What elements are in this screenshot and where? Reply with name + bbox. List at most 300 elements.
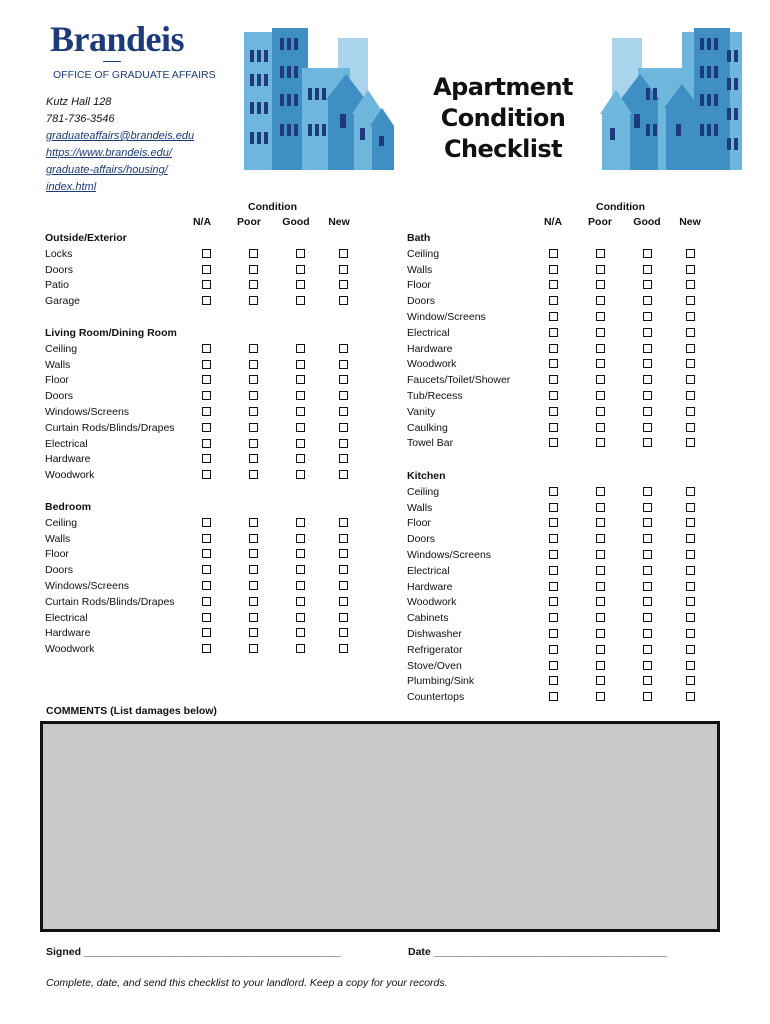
checkbox-good[interactable] [643, 312, 652, 321]
checkbox-poor[interactable] [596, 613, 605, 622]
checkbox-good[interactable] [643, 280, 652, 289]
checklist-row [45, 642, 365, 658]
checkbox-poor[interactable] [249, 549, 258, 558]
checkbox-poor[interactable] [596, 423, 605, 432]
col-na-left: N/A [192, 216, 212, 228]
checkbox-na[interactable] [202, 407, 211, 416]
checkbox-poor[interactable] [596, 661, 605, 670]
item-label: Caulking [407, 421, 448, 434]
checklist-row [45, 547, 365, 563]
checkbox-new[interactable] [686, 534, 695, 543]
checkbox-poor[interactable] [249, 391, 258, 400]
item-label: Windows/Screens [45, 405, 130, 418]
checkbox-new[interactable] [339, 565, 348, 574]
checkbox-na[interactable] [202, 423, 211, 432]
section-title: Bedroom [45, 501, 92, 513]
checkbox-new[interactable] [686, 518, 695, 527]
checkbox-na[interactable] [549, 438, 558, 447]
checkbox-poor[interactable] [596, 280, 605, 289]
checkbox-na[interactable] [202, 613, 211, 622]
checkbox-new[interactable] [339, 644, 348, 653]
checklist-row [407, 326, 727, 342]
checkbox-na[interactable] [202, 439, 211, 448]
item-label: Walls [45, 358, 71, 371]
checkbox-na[interactable] [202, 454, 211, 463]
checkbox-new[interactable] [339, 375, 348, 384]
item-label: Towel Bar [407, 437, 454, 450]
item-label: Electrical [45, 437, 88, 450]
checkbox-na[interactable] [202, 375, 211, 384]
checkbox-new[interactable] [339, 423, 348, 432]
item-label: Walls [407, 263, 433, 276]
checkbox-na[interactable] [549, 423, 558, 432]
checklist-row [45, 437, 365, 453]
checkbox-na[interactable] [549, 613, 558, 622]
item-label: Electrical [45, 611, 88, 624]
item-label: Ceiling [407, 247, 440, 260]
checkbox-poor[interactable] [249, 375, 258, 384]
office-name: OFFICE OF GRADUATE AFFAIRS [53, 69, 216, 81]
checkbox-new[interactable] [686, 503, 695, 512]
item-label: Hardware [45, 453, 91, 466]
checkbox-new[interactable] [686, 550, 695, 559]
checkbox-poor[interactable] [596, 582, 605, 591]
checklist-row [407, 532, 727, 548]
checkbox-new[interactable] [686, 676, 695, 685]
item-label: Floor [407, 517, 431, 530]
item-list [45, 342, 365, 484]
checkbox-new[interactable] [686, 312, 695, 321]
checklist-row [45, 452, 365, 468]
checkbox-poor[interactable] [249, 360, 258, 369]
checkbox-na[interactable] [549, 312, 558, 321]
item-label: Walls [45, 532, 71, 545]
checkbox-good[interactable] [643, 566, 652, 575]
checkbox-good[interactable] [643, 407, 652, 416]
checkbox-poor[interactable] [596, 249, 605, 258]
checkbox-new[interactable] [686, 280, 695, 289]
item-label: Floor [45, 548, 69, 561]
checklist-row [407, 485, 727, 501]
checkbox-na[interactable] [549, 249, 558, 258]
checkbox-good[interactable] [296, 565, 305, 574]
checklist-row [45, 278, 365, 294]
checkbox-poor[interactable] [596, 391, 605, 400]
checklist-row [407, 389, 727, 405]
comments-label: COMMENTS (List damages below) [46, 705, 217, 717]
checkbox-na[interactable] [202, 265, 211, 274]
checkbox-good[interactable] [296, 613, 305, 622]
checkbox-poor[interactable] [596, 503, 605, 512]
checkbox-na[interactable] [549, 280, 558, 289]
checkbox-na[interactable] [549, 582, 558, 591]
section-title: Bath [407, 232, 431, 244]
item-label: Doors [407, 533, 436, 546]
section-kitchen [407, 469, 727, 706]
checkbox-poor[interactable] [596, 296, 605, 305]
checkbox-good[interactable] [296, 407, 305, 416]
item-label: Dishwasher [407, 627, 462, 640]
checklist-row [45, 342, 365, 358]
section-bedroom [45, 500, 365, 658]
checkbox-new[interactable] [339, 265, 348, 274]
checkbox-na[interactable] [202, 581, 211, 590]
checkbox-poor[interactable] [249, 265, 258, 274]
checkbox-na[interactable] [202, 549, 211, 558]
checkbox-good[interactable] [296, 628, 305, 637]
checkbox-new[interactable] [686, 375, 695, 384]
item-label: Ceiling [45, 342, 78, 355]
checkbox-poor[interactable] [249, 565, 258, 574]
checkbox-new[interactable] [339, 613, 348, 622]
url-line-2[interactable]: graduate-affairs/housing/ [46, 164, 168, 176]
item-label: Tub/Recess [407, 389, 463, 402]
col-poor-left: Poor [237, 216, 261, 228]
logo-divider [103, 61, 121, 62]
checkbox-poor[interactable] [249, 249, 258, 258]
checkbox-new[interactable] [686, 597, 695, 606]
checkbox-na[interactable] [202, 597, 211, 606]
checkbox-new[interactable] [339, 344, 348, 353]
checkbox-good[interactable] [643, 534, 652, 543]
checklist-row [407, 357, 727, 373]
checkbox-poor[interactable] [596, 328, 605, 337]
checkbox-na[interactable] [202, 391, 211, 400]
checkbox-new[interactable] [339, 518, 348, 527]
checklist-row [407, 436, 727, 452]
condition-header-right: Condition [596, 201, 645, 213]
checkbox-new[interactable] [686, 296, 695, 305]
checkbox-good[interactable] [643, 613, 652, 622]
checkbox-na[interactable] [202, 249, 211, 258]
checkbox-good[interactable] [643, 503, 652, 512]
checkbox-good[interactable] [296, 280, 305, 289]
checkbox-poor[interactable] [249, 280, 258, 289]
checkbox-poor[interactable] [249, 344, 258, 353]
checkbox-na[interactable] [549, 359, 558, 368]
checkbox-good[interactable] [643, 344, 652, 353]
checkbox-na[interactable] [549, 534, 558, 543]
checklist-row [45, 373, 365, 389]
checkbox-new[interactable] [686, 645, 695, 654]
checkbox-na[interactable] [549, 375, 558, 384]
checkbox-na[interactable] [202, 344, 211, 353]
contact-block [46, 94, 194, 196]
checkbox-na[interactable] [202, 360, 211, 369]
col-good-left: Good [282, 216, 310, 228]
checkbox-good[interactable] [643, 375, 652, 384]
checkbox-poor[interactable] [596, 344, 605, 353]
url-line-1[interactable]: https://www.brandeis.edu/ [46, 147, 172, 159]
checkbox-good[interactable] [296, 375, 305, 384]
checkbox-good[interactable] [643, 249, 652, 258]
checkbox-na[interactable] [549, 566, 558, 575]
checkbox-na[interactable] [549, 344, 558, 353]
checkbox-new[interactable] [686, 344, 695, 353]
checkbox-good[interactable] [643, 518, 652, 527]
checkbox-new[interactable] [339, 597, 348, 606]
checkbox-na[interactable] [202, 628, 211, 637]
checkbox-new[interactable] [686, 391, 695, 400]
checkbox-good[interactable] [643, 661, 652, 670]
checkbox-new[interactable] [686, 613, 695, 622]
checkbox-poor[interactable] [596, 518, 605, 527]
checkbox-new[interactable] [339, 280, 348, 289]
checkbox-good[interactable] [296, 423, 305, 432]
signed-line[interactable]: Signed ____________________________________________ [46, 946, 341, 958]
checkbox-good[interactable] [296, 344, 305, 353]
item-label: Woodwork [407, 596, 457, 609]
checklist-row [45, 263, 365, 279]
address: Kutz Hall 128 [46, 96, 112, 108]
checkbox-poor[interactable] [596, 692, 605, 701]
checkbox-good[interactable] [296, 549, 305, 558]
checklist-row [45, 579, 365, 595]
checkbox-good[interactable] [643, 296, 652, 305]
checkbox-poor[interactable] [249, 644, 258, 653]
section-living-dining [45, 326, 365, 484]
checkbox-poor[interactable] [596, 676, 605, 685]
checkbox-good[interactable] [643, 359, 652, 368]
checkbox-na[interactable] [549, 692, 558, 701]
checkbox-poor[interactable] [596, 487, 605, 496]
checkbox-good[interactable] [643, 423, 652, 432]
checkbox-na[interactable] [202, 534, 211, 543]
checklist-row [407, 405, 727, 421]
url-line-3[interactable]: index.html [46, 181, 97, 193]
checkbox-good[interactable] [296, 470, 305, 479]
checklist-row [407, 643, 727, 659]
checkbox-good[interactable] [296, 534, 305, 543]
checkbox-good[interactable] [296, 296, 305, 305]
date-line[interactable]: Date ________________________________________ [408, 946, 668, 958]
checkbox-good[interactable] [296, 581, 305, 590]
checkbox-good[interactable] [643, 645, 652, 654]
checkbox-na[interactable] [202, 280, 211, 289]
checkbox-new[interactable] [339, 439, 348, 448]
checkbox-na[interactable] [549, 645, 558, 654]
item-label: Plumbing/Sink [407, 675, 475, 688]
checkbox-new[interactable] [686, 661, 695, 670]
checkbox-new[interactable] [686, 629, 695, 638]
checkbox-good[interactable] [643, 487, 652, 496]
checkbox-na[interactable] [549, 391, 558, 400]
checkbox-poor[interactable] [249, 454, 258, 463]
checkbox-poor[interactable] [596, 534, 605, 543]
checkbox-poor[interactable] [249, 470, 258, 479]
checkbox-new[interactable] [686, 692, 695, 701]
section-title: Outside/Exterior [45, 232, 127, 244]
checkbox-good[interactable] [296, 249, 305, 258]
checklist-row [407, 278, 727, 294]
item-label: Hardware [45, 627, 91, 640]
checkbox-na[interactable] [202, 565, 211, 574]
checkbox-na[interactable] [549, 407, 558, 416]
checkbox-poor[interactable] [596, 566, 605, 575]
email-link[interactable]: graduateaffairs@brandeis.edu [46, 130, 195, 142]
checklist-row [45, 563, 365, 579]
checkbox-good[interactable] [643, 328, 652, 337]
checklist-row [45, 516, 365, 532]
checkbox-poor[interactable] [249, 613, 258, 622]
checkbox-new[interactable] [339, 454, 348, 463]
checkbox-good[interactable] [643, 438, 652, 447]
checkbox-good[interactable] [643, 629, 652, 638]
checkbox-poor[interactable] [249, 407, 258, 416]
checkbox-new[interactable] [686, 265, 695, 274]
checkbox-good[interactable] [296, 644, 305, 653]
checklist-row [407, 501, 727, 517]
item-label: Floor [407, 279, 431, 292]
checkbox-na[interactable] [549, 597, 558, 606]
checkbox-new[interactable] [339, 628, 348, 637]
item-label: Patio [45, 279, 69, 292]
checkbox-new[interactable] [686, 249, 695, 258]
checkbox-poor[interactable] [596, 438, 605, 447]
checkbox-poor[interactable] [249, 534, 258, 543]
item-label: Doors [407, 295, 436, 308]
checkbox-na[interactable] [549, 661, 558, 670]
checkbox-good[interactable] [296, 360, 305, 369]
checkbox-new[interactable] [339, 391, 348, 400]
checkbox-na[interactable] [202, 296, 211, 305]
checkbox-new[interactable] [686, 582, 695, 591]
checklist-row [45, 611, 365, 627]
checkbox-good[interactable] [643, 676, 652, 685]
checkbox-poor[interactable] [596, 550, 605, 559]
checkbox-good[interactable] [643, 391, 652, 400]
item-list [407, 247, 727, 452]
checklist-row [407, 373, 727, 389]
checkbox-poor[interactable] [249, 597, 258, 606]
checkbox-na[interactable] [549, 487, 558, 496]
checklist-row [407, 580, 727, 596]
checkbox-good[interactable] [643, 597, 652, 606]
checkbox-good[interactable] [296, 265, 305, 274]
checkbox-poor[interactable] [249, 439, 258, 448]
checkbox-poor[interactable] [249, 628, 258, 637]
checkbox-poor[interactable] [596, 645, 605, 654]
checkbox-new[interactable] [686, 438, 695, 447]
checkbox-poor[interactable] [249, 581, 258, 590]
item-label: Cabinets [407, 612, 449, 625]
checkbox-new[interactable] [339, 296, 348, 305]
item-label: Countertops [407, 691, 465, 704]
checkbox-good[interactable] [296, 391, 305, 400]
checkbox-new[interactable] [339, 249, 348, 258]
brandeis-logo: Brandeis [50, 19, 185, 59]
item-label: Vanity [407, 405, 436, 418]
checkbox-new[interactable] [339, 407, 348, 416]
checkbox-na[interactable] [202, 644, 211, 653]
checkbox-good[interactable] [296, 518, 305, 527]
page-title [388, 72, 618, 165]
checkbox-new[interactable] [339, 549, 348, 558]
checklist-row [45, 294, 365, 310]
checkbox-na[interactable] [202, 518, 211, 527]
checkbox-poor[interactable] [596, 312, 605, 321]
phone: 781-736-3546 [46, 113, 115, 125]
item-label: Woodwork [407, 358, 457, 371]
item-label: Ceiling [45, 516, 78, 529]
checkbox-new[interactable] [339, 470, 348, 479]
checkbox-good[interactable] [296, 454, 305, 463]
checkbox-new[interactable] [686, 407, 695, 416]
col-good-right: Good [633, 216, 661, 228]
condition-header-left: Condition [248, 201, 297, 213]
item-label: Window/Screens [407, 310, 486, 323]
checkbox-na[interactable] [549, 629, 558, 638]
item-list [407, 485, 727, 706]
checkbox-na[interactable] [549, 265, 558, 274]
item-label: Walls [407, 501, 433, 514]
col-na-right: N/A [543, 216, 563, 228]
title-line-2: Checklist [444, 135, 562, 163]
item-label: Doors [45, 390, 74, 403]
checkbox-poor[interactable] [596, 597, 605, 606]
checkbox-good[interactable] [296, 597, 305, 606]
checklist-row [45, 468, 365, 484]
checkbox-new[interactable] [339, 360, 348, 369]
checklist-row [407, 342, 727, 358]
checkbox-poor[interactable] [596, 359, 605, 368]
checkbox-good[interactable] [643, 265, 652, 274]
checklist-row [45, 421, 365, 437]
footer-note: Complete, date, and send this checklist to your landlord. Keep a copy for your records. [46, 977, 448, 989]
checkbox-poor[interactable] [596, 375, 605, 384]
checkbox-good[interactable] [643, 550, 652, 559]
checkbox-new[interactable] [686, 566, 695, 575]
checkbox-new[interactable] [686, 423, 695, 432]
checkbox-poor[interactable] [596, 407, 605, 416]
item-label: Electrical [407, 564, 450, 577]
checkbox-na[interactable] [202, 470, 211, 479]
checklist-row [407, 611, 727, 627]
checkbox-good[interactable] [643, 582, 652, 591]
checkbox-na[interactable] [549, 550, 558, 559]
checkbox-poor[interactable] [596, 265, 605, 274]
checkbox-new[interactable] [339, 534, 348, 543]
item-label: Windows/Screens [407, 548, 492, 561]
checklist-row [407, 294, 727, 310]
checkbox-new[interactable] [339, 581, 348, 590]
checkbox-poor[interactable] [249, 423, 258, 432]
checkbox-new[interactable] [686, 487, 695, 496]
checkbox-good[interactable] [296, 439, 305, 448]
checkbox-good[interactable] [643, 692, 652, 701]
checkbox-new[interactable] [686, 328, 695, 337]
checkbox-poor[interactable] [249, 296, 258, 305]
checkbox-na[interactable] [549, 676, 558, 685]
checklist-row [45, 595, 365, 611]
checkbox-na[interactable] [549, 328, 558, 337]
item-label: Ceiling [407, 485, 440, 498]
checkbox-na[interactable] [549, 518, 558, 527]
checkbox-new[interactable] [686, 359, 695, 368]
item-label: Woodwork [45, 469, 95, 482]
checkbox-na[interactable] [549, 503, 558, 512]
section-bath [407, 231, 727, 452]
checkbox-na[interactable] [549, 296, 558, 305]
checkbox-poor[interactable] [249, 518, 258, 527]
comments-textarea[interactable] [40, 721, 720, 932]
checklist-row [407, 548, 727, 564]
item-label: Locks [45, 247, 73, 260]
section-outside-exterior [45, 231, 365, 310]
checklist-row [45, 247, 365, 263]
checkbox-poor[interactable] [596, 629, 605, 638]
col-new-right: New [679, 216, 701, 228]
